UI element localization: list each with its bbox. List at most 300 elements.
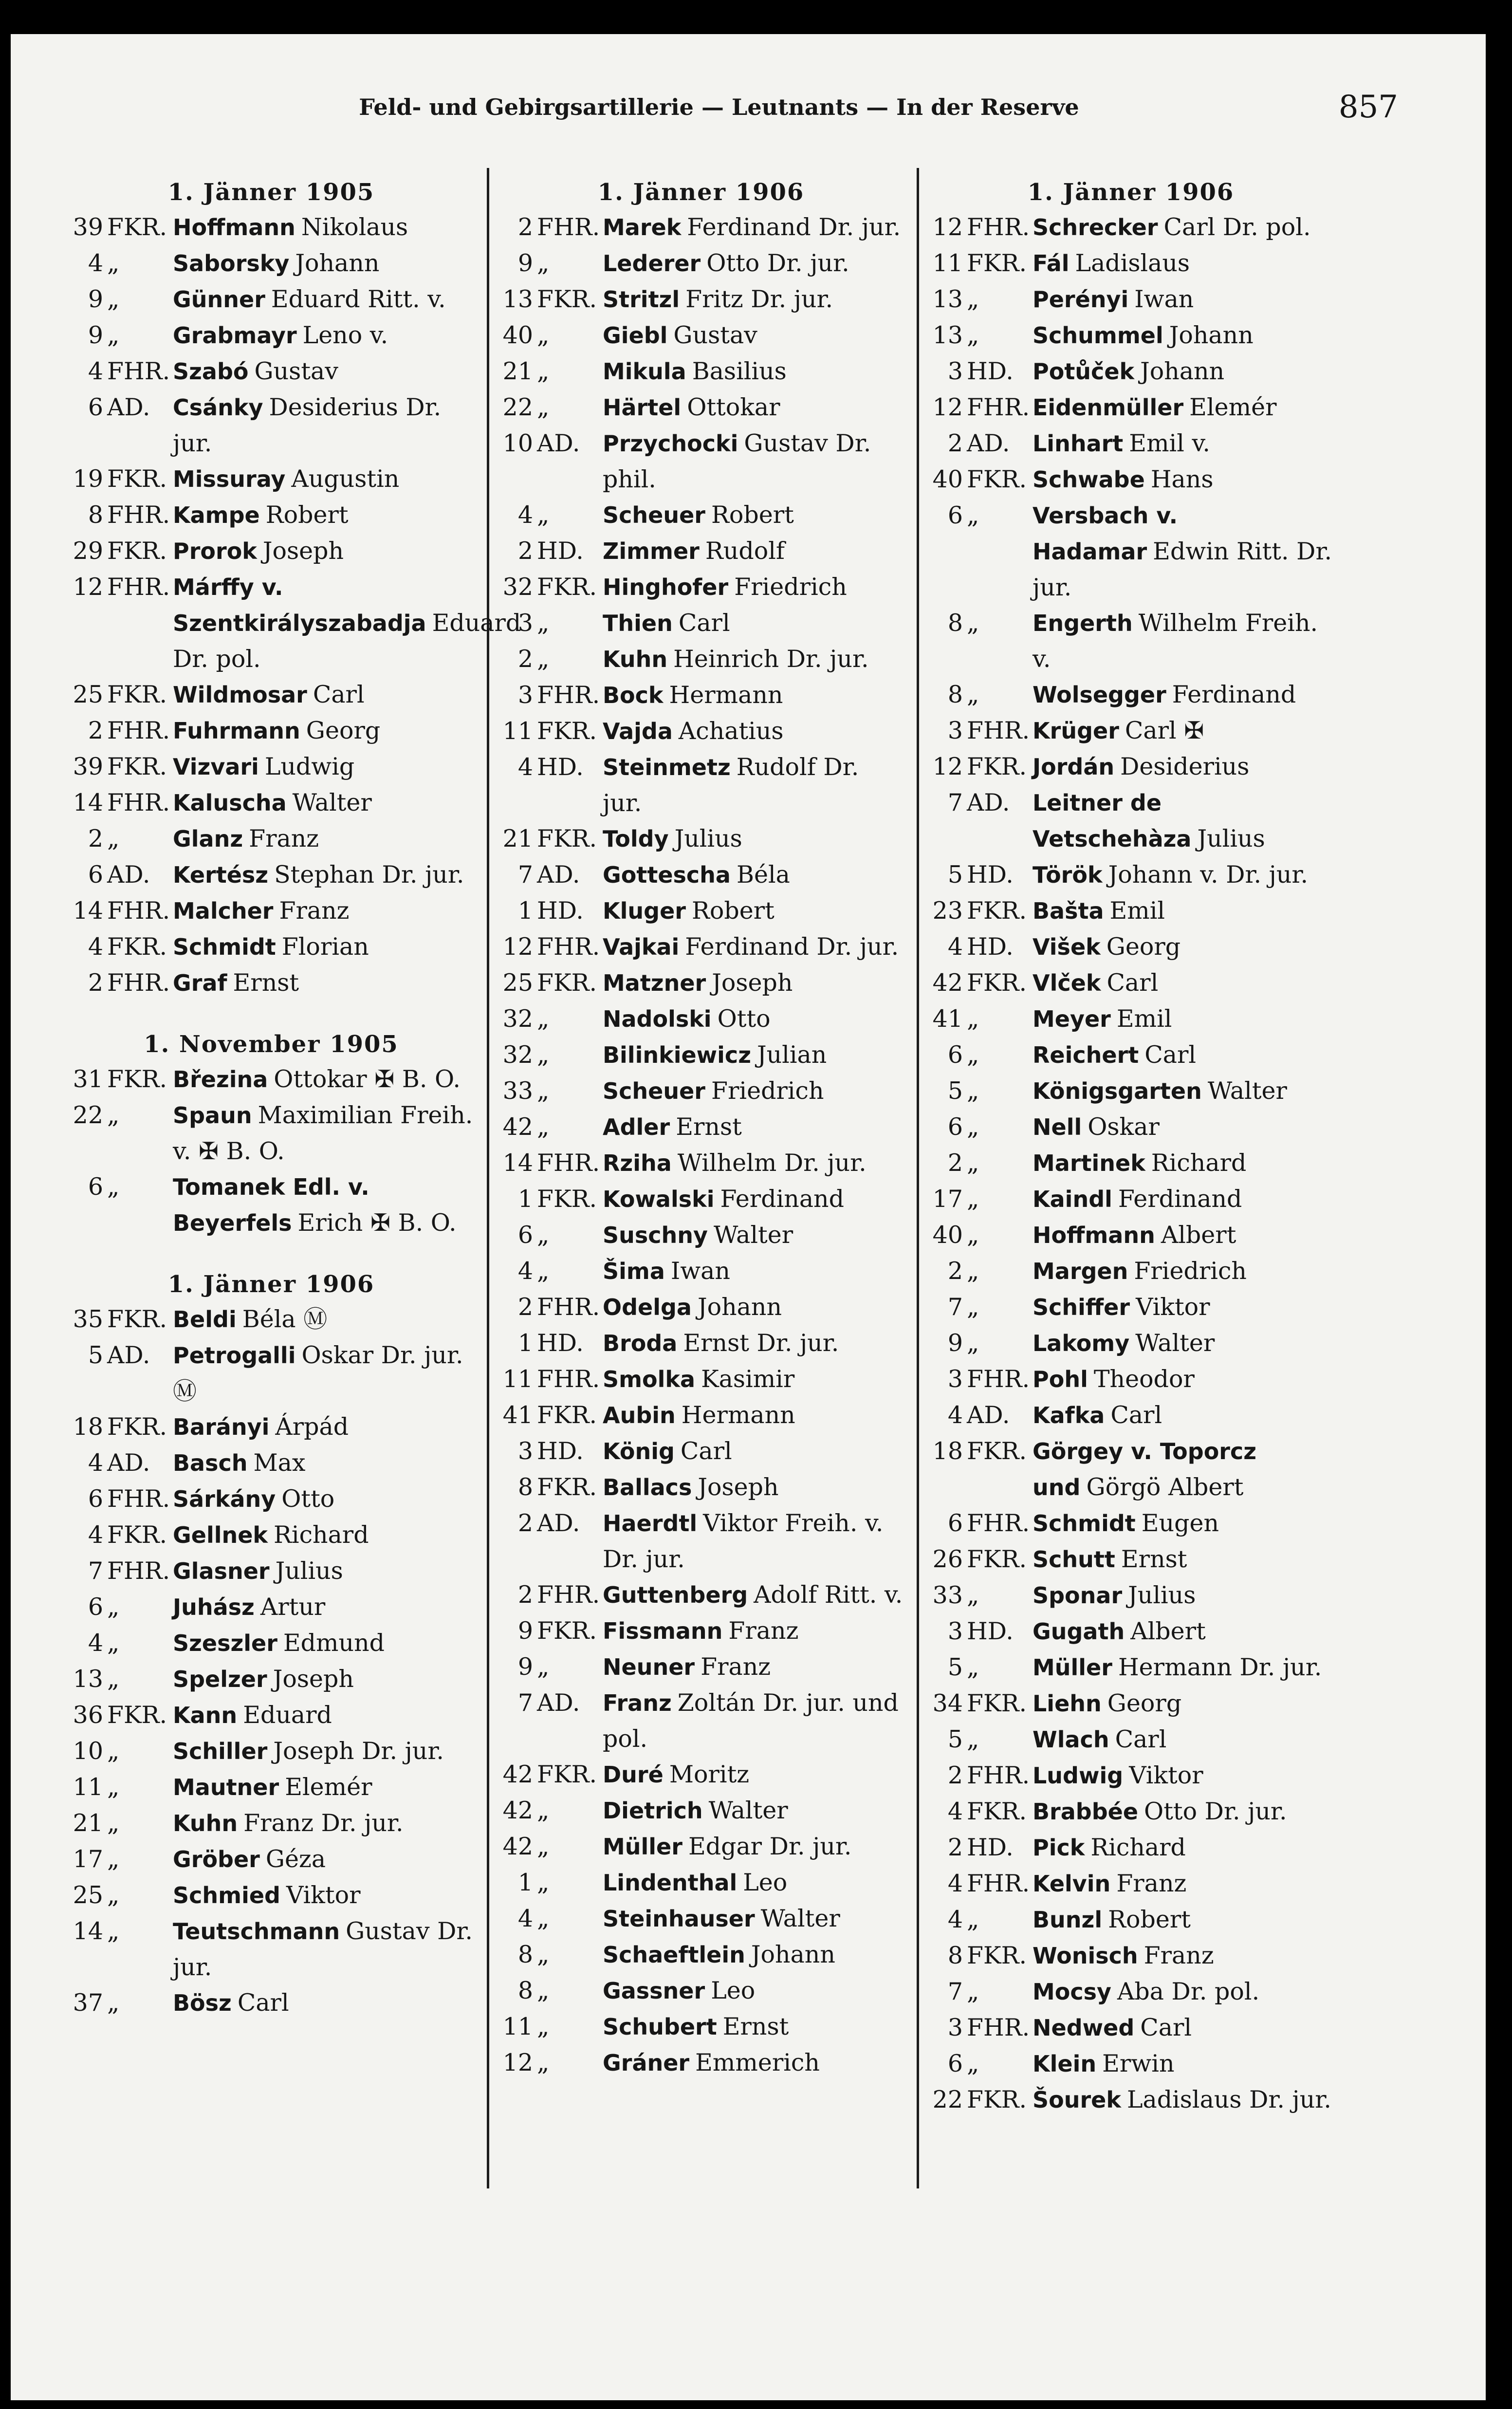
given-name: Achatius bbox=[678, 717, 784, 745]
given-name: Franz bbox=[701, 1653, 771, 1681]
officer-entry bbox=[497, 1037, 905, 1073]
surname: Bösz bbox=[173, 1990, 232, 2016]
surname: Klein bbox=[1033, 2051, 1097, 2077]
surname: Wlach bbox=[1033, 1726, 1109, 1753]
officer-name bbox=[598, 1001, 905, 1037]
unit-type: „ bbox=[537, 1833, 550, 1860]
given-name: Gustav bbox=[254, 357, 338, 385]
given-name: Ernst bbox=[722, 2013, 789, 2040]
unit-type: FKR. bbox=[537, 285, 597, 313]
running-title: Feld- und Gebirgsartillerie — Leutnants — In der Reserve bbox=[359, 94, 1079, 120]
officer-name bbox=[598, 1037, 905, 1073]
given-name: Walter bbox=[708, 1797, 788, 1824]
unit-type: FHR. bbox=[107, 501, 170, 529]
officer-name bbox=[1028, 929, 1335, 965]
regiment-number: 8 bbox=[947, 609, 963, 637]
officer-entry bbox=[497, 569, 905, 605]
surname: Missuray bbox=[173, 466, 286, 492]
regiment-number: 2 bbox=[517, 1581, 533, 1609]
officer-name bbox=[168, 1409, 476, 1445]
regiment-number: 9 bbox=[947, 1329, 963, 1357]
given-name: Viktor Freih. v. Dr. jur. bbox=[603, 1509, 884, 1573]
officer-entry bbox=[497, 1937, 905, 1973]
officer-name bbox=[598, 389, 905, 426]
officer-name bbox=[598, 1577, 905, 1613]
officer-entry bbox=[497, 965, 905, 1001]
given-name: Walter bbox=[714, 1221, 793, 1249]
unit-type: „ bbox=[107, 1881, 120, 1909]
regiment-number: 7 bbox=[947, 789, 963, 816]
surname: Marek bbox=[603, 214, 682, 241]
regiment-number: 42 bbox=[502, 1833, 533, 1860]
surname: Schrecker bbox=[1033, 214, 1158, 241]
officer-name bbox=[168, 245, 476, 281]
given-name: Robert bbox=[691, 897, 774, 925]
surname: Szabó bbox=[173, 358, 249, 385]
officer-entry bbox=[926, 1181, 1335, 1217]
regiment-number: 12 bbox=[502, 933, 533, 961]
regiment-number: 9 bbox=[88, 285, 103, 313]
regiment-number: 4 bbox=[88, 1629, 103, 1657]
regiment-number: 13 bbox=[932, 321, 963, 349]
surname: Duré bbox=[603, 1761, 664, 1788]
column-divider bbox=[917, 168, 919, 2188]
officer-name bbox=[598, 965, 905, 1001]
given-name: Desiderius Dr. jur. bbox=[173, 393, 442, 457]
officer-name bbox=[598, 209, 905, 245]
regiment-number: 34 bbox=[932, 1689, 963, 1717]
regiment-number: 2 bbox=[88, 825, 103, 852]
officer-name bbox=[1028, 1758, 1335, 1794]
surname: Brabbée bbox=[1033, 1798, 1139, 1825]
surname: Nedwed bbox=[1033, 2015, 1135, 2041]
unit-type: „ bbox=[967, 1293, 979, 1321]
regiment-number: 42 bbox=[502, 1113, 533, 1141]
surname: Kuhn bbox=[603, 646, 668, 672]
officer-entry bbox=[926, 1397, 1335, 1433]
given-name: Carl bbox=[680, 1437, 732, 1465]
officer-entry bbox=[497, 1181, 905, 1217]
officer-entry bbox=[497, 209, 905, 245]
unit-type: „ bbox=[967, 1978, 979, 2005]
unit-type: AD. bbox=[107, 1449, 150, 1477]
surname: Toldy bbox=[603, 826, 669, 852]
surname: Glanz bbox=[173, 826, 243, 852]
officer-entry bbox=[926, 713, 1335, 749]
regiment-number: 32 bbox=[502, 1005, 533, 1033]
officer-name bbox=[598, 1613, 905, 1649]
officer-entry bbox=[67, 461, 476, 497]
surname: Gellnek bbox=[173, 1522, 268, 1548]
given-name: Aba Dr. pol. bbox=[1117, 1978, 1260, 2005]
officer-entry bbox=[67, 497, 476, 533]
surname: Franz bbox=[603, 1690, 672, 1716]
surname: Sárkány bbox=[173, 1486, 276, 1512]
surname: Bock bbox=[603, 682, 664, 708]
unit-type: FKR. bbox=[107, 681, 167, 708]
officer-entry bbox=[497, 2009, 905, 2045]
given-name: Zoltán Dr. jur. und pol. bbox=[603, 1689, 899, 1753]
regiment-number: 11 bbox=[932, 249, 963, 277]
given-name: Johann v. Dr. jur. bbox=[1108, 861, 1309, 889]
given-name: Eduard bbox=[243, 1701, 332, 1729]
officer-name bbox=[168, 317, 476, 353]
surname: Dietrich bbox=[603, 1797, 703, 1824]
surname: Török bbox=[1033, 862, 1103, 888]
unit-type: FKR. bbox=[967, 969, 1027, 997]
given-name: Viktor bbox=[1129, 1761, 1203, 1789]
given-name: Richard bbox=[1090, 1834, 1186, 1861]
regiment-number: 25 bbox=[73, 1881, 103, 1909]
regiment-number: 6 bbox=[88, 1485, 103, 1513]
officer-entry bbox=[67, 1841, 476, 1877]
officer-name bbox=[598, 245, 905, 281]
regiment-number: 22 bbox=[932, 2086, 963, 2113]
officer-name bbox=[168, 1169, 476, 1241]
surname: Beldi bbox=[173, 1306, 237, 1333]
given-name: Leo bbox=[743, 1869, 788, 1896]
regiment-number: 1 bbox=[517, 1329, 533, 1357]
officer-name bbox=[1028, 245, 1335, 281]
given-name: Ottokar bbox=[687, 393, 780, 421]
regiment-number: 18 bbox=[932, 1437, 963, 1465]
given-name: Ernst bbox=[1121, 1545, 1187, 1573]
officer-name bbox=[168, 353, 476, 389]
given-name: Leo bbox=[711, 1977, 756, 2004]
unit-type: „ bbox=[107, 1989, 120, 2017]
regiment-number: 2 bbox=[517, 1509, 533, 1537]
unit-type: „ bbox=[967, 1149, 979, 1177]
given-name: Ladislaus Dr. jur. bbox=[1126, 2086, 1331, 2113]
surname: Kaindl bbox=[1033, 1186, 1112, 1212]
officer-entry bbox=[497, 1073, 905, 1109]
surname: Schiller bbox=[173, 1738, 268, 1764]
officer-entry bbox=[497, 1397, 905, 1433]
officer-name bbox=[168, 1625, 476, 1661]
surname: Vlček bbox=[1033, 970, 1101, 996]
unit-type: HD. bbox=[967, 861, 1014, 889]
officer-name bbox=[598, 677, 905, 713]
unit-type: FKR. bbox=[967, 1942, 1027, 1969]
surname: Kafka bbox=[1033, 1402, 1105, 1428]
unit-type: HD. bbox=[967, 357, 1014, 385]
surname: Nell bbox=[1033, 1114, 1082, 1140]
unit-type: FHR. bbox=[967, 393, 1030, 421]
officer-name bbox=[598, 1289, 905, 1325]
unit-type: HD. bbox=[537, 897, 584, 925]
officer-entry bbox=[67, 1625, 476, 1661]
officer-entry bbox=[497, 1829, 905, 1865]
regiment-number: 3 bbox=[947, 357, 963, 385]
surname: Leitner de Vetschehàza bbox=[1033, 790, 1192, 852]
regiment-number: 1 bbox=[517, 1185, 533, 1213]
officer-entry bbox=[497, 821, 905, 857]
officer-name bbox=[598, 821, 905, 857]
unit-type: FHR. bbox=[967, 2014, 1030, 2041]
officer-name bbox=[168, 893, 476, 929]
officer-name bbox=[168, 785, 476, 821]
officer-entry bbox=[926, 462, 1335, 498]
surname: Schaeftlein bbox=[603, 1942, 745, 1968]
surname: Wolsegger bbox=[1033, 682, 1166, 708]
surname: Gugath bbox=[1033, 1618, 1125, 1645]
officer-entry bbox=[497, 1469, 905, 1505]
regiment-number: 5 bbox=[947, 1077, 963, 1105]
given-name: Carl Dr. pol. bbox=[1163, 213, 1311, 241]
unit-type: „ bbox=[537, 501, 550, 529]
surname: Rziha bbox=[603, 1150, 672, 1176]
regiment-number: 14 bbox=[73, 789, 103, 816]
given-name: Johann bbox=[751, 1941, 835, 1968]
officer-name bbox=[168, 749, 476, 785]
surname: Schmied bbox=[173, 1882, 280, 1909]
officer-entry bbox=[497, 1901, 905, 1937]
regiment-number: 12 bbox=[932, 213, 963, 241]
officer-entry bbox=[67, 1061, 476, 1097]
officer-name bbox=[598, 1073, 905, 1109]
given-name: Ludwig bbox=[264, 753, 355, 780]
surname: Meyer bbox=[1033, 1006, 1111, 1032]
surname: Martinek bbox=[1033, 1150, 1145, 1176]
given-name: Rudolf Dr. jur. bbox=[603, 753, 859, 817]
regiment-number: 4 bbox=[947, 933, 963, 961]
officer-name bbox=[168, 1913, 476, 1985]
officer-name bbox=[1028, 1541, 1335, 1577]
surname: Mautner bbox=[173, 1774, 279, 1800]
unit-type: „ bbox=[537, 1041, 550, 1069]
regiment-number: 12 bbox=[932, 393, 963, 421]
surname: Eidenmüller bbox=[1033, 394, 1184, 421]
regiment-number: 2 bbox=[517, 645, 533, 673]
unit-type: FKR. bbox=[107, 465, 167, 493]
officer-name bbox=[598, 1973, 905, 2009]
officer-entry bbox=[67, 1445, 476, 1481]
officer-name bbox=[1028, 389, 1335, 426]
officer-entry bbox=[926, 1289, 1335, 1325]
surname: Schmidt bbox=[1033, 1510, 1136, 1537]
surname: Mocsy bbox=[1033, 1979, 1112, 2005]
unit-type: FHR. bbox=[107, 897, 170, 925]
regiment-number: 2 bbox=[517, 213, 533, 241]
given-name: Maximilian Freih. v. ✠ B. O. bbox=[173, 1101, 473, 1165]
surname: Steinhauser bbox=[603, 1906, 755, 1932]
surname: Glasner bbox=[173, 1558, 270, 1584]
officer-name bbox=[168, 281, 476, 317]
unit-type: „ bbox=[107, 1101, 120, 1129]
officer-entry bbox=[926, 2082, 1335, 2118]
officer-name bbox=[598, 893, 905, 929]
officer-entry bbox=[926, 965, 1335, 1001]
given-name: Árpád bbox=[275, 1413, 349, 1441]
surname: Königsgarten bbox=[1033, 1078, 1202, 1104]
officer-name bbox=[1028, 1794, 1335, 1830]
given-name: Walter bbox=[292, 789, 372, 816]
regiment-number: 7 bbox=[947, 1293, 963, 1321]
given-name: Nikolaus bbox=[301, 213, 408, 241]
unit-type: „ bbox=[107, 1173, 120, 1201]
officer-name bbox=[168, 1841, 476, 1877]
officer-entry bbox=[67, 245, 476, 281]
unit-type: AD. bbox=[107, 861, 150, 889]
given-name: Julius bbox=[1128, 1581, 1196, 1609]
officer-name bbox=[168, 1337, 476, 1409]
regiment-number: 11 bbox=[502, 2013, 533, 2040]
given-name: Franz bbox=[1143, 1942, 1214, 1969]
given-name: Béla bbox=[736, 861, 790, 889]
officer-entry bbox=[497, 533, 905, 569]
given-name: Albert bbox=[1161, 1221, 1236, 1249]
officer-name bbox=[1028, 209, 1335, 245]
regiment-number: 40 bbox=[932, 465, 963, 493]
given-name: Wilhelm Dr. jur. bbox=[677, 1149, 867, 1177]
officer-entry bbox=[926, 2046, 1335, 2082]
regiment-number: 8 bbox=[517, 1977, 533, 2004]
officer-name bbox=[1028, 1938, 1335, 1974]
officer-entry bbox=[67, 317, 476, 353]
officer-entry bbox=[67, 1985, 476, 2021]
officer-entry bbox=[497, 1649, 905, 1685]
officer-name bbox=[168, 497, 476, 533]
given-name: Otto bbox=[717, 1005, 771, 1033]
officer-name bbox=[168, 965, 476, 1001]
officer-name bbox=[168, 1589, 476, 1625]
regiment-number: 6 bbox=[947, 1113, 963, 1141]
surname: Wonisch bbox=[1033, 1943, 1138, 1969]
officer-entry bbox=[67, 353, 476, 389]
regiment-number: 23 bbox=[932, 897, 963, 925]
regiment-number: 7 bbox=[517, 1689, 533, 1717]
regiment-number: 4 bbox=[88, 357, 103, 385]
surname: Spaun bbox=[173, 1102, 252, 1129]
unit-type: HD. bbox=[537, 1329, 584, 1357]
given-name: Eduard Ritt. v. bbox=[271, 285, 446, 313]
unit-type: AD. bbox=[967, 789, 1010, 816]
surname: Giebl bbox=[603, 322, 668, 349]
surname: Lakomy bbox=[1033, 1330, 1130, 1356]
surname: Márffy v. Szentkirályszabadja bbox=[173, 574, 426, 636]
unit-type: „ bbox=[107, 285, 120, 313]
surname: Jordán bbox=[1033, 754, 1115, 780]
given-name: Gustav Dr. jur. bbox=[173, 1917, 473, 1981]
officer-entry bbox=[67, 1169, 476, 1241]
regiment-number: 22 bbox=[73, 1101, 103, 1129]
regiment-number: 32 bbox=[502, 573, 533, 601]
unit-type: HD. bbox=[537, 1437, 584, 1465]
regiment-number: 6 bbox=[947, 501, 963, 529]
unit-type: „ bbox=[967, 1725, 979, 1753]
unit-type: „ bbox=[537, 1797, 550, 1824]
surname: Wildmosar bbox=[173, 682, 307, 708]
regiment-number: 2 bbox=[947, 1149, 963, 1177]
unit-type: „ bbox=[537, 1941, 550, 1968]
given-name: Carl ✠ bbox=[1125, 717, 1204, 744]
given-name: Robert bbox=[265, 501, 349, 529]
given-name: Franz bbox=[728, 1617, 799, 1645]
regiment-number: 10 bbox=[502, 429, 533, 457]
officer-entry bbox=[497, 929, 905, 965]
officer-entry bbox=[926, 353, 1335, 389]
surname: Sponar bbox=[1033, 1582, 1123, 1609]
officer-name bbox=[1028, 2010, 1335, 2046]
given-name: Gustav Dr. phil. bbox=[603, 429, 871, 493]
unit-type: „ bbox=[967, 1257, 979, 1285]
given-name: Georg bbox=[1107, 1689, 1182, 1717]
surname: Schwabe bbox=[1033, 466, 1145, 493]
given-name: Iwan bbox=[670, 1257, 730, 1285]
regiment-number: 33 bbox=[502, 1077, 533, 1105]
officer-entry bbox=[497, 1577, 905, 1613]
given-name: Erich ✠ B. O. bbox=[297, 1209, 457, 1237]
regiment-number: 9 bbox=[88, 321, 103, 349]
regiment-number: 4 bbox=[88, 1449, 103, 1477]
surname: Teutschmann bbox=[173, 1918, 340, 1945]
officer-name bbox=[168, 1097, 476, 1169]
surname: Margen bbox=[1033, 1258, 1128, 1284]
officer-entry bbox=[926, 749, 1335, 785]
regiment-number: 41 bbox=[502, 1401, 533, 1429]
regiment-number: 11 bbox=[502, 717, 533, 745]
officer-name bbox=[1028, 2082, 1335, 2118]
regiment-number: 9 bbox=[517, 1653, 533, 1681]
given-name: Julius bbox=[275, 1557, 343, 1585]
given-name: Carl bbox=[1144, 1041, 1197, 1069]
officer-name bbox=[1028, 2046, 1335, 2082]
officer-entry bbox=[926, 1037, 1335, 1073]
unit-type: FKR. bbox=[107, 213, 167, 241]
unit-type: FKR. bbox=[537, 717, 597, 745]
officer-entry bbox=[926, 1073, 1335, 1109]
officer-entry bbox=[926, 605, 1335, 677]
officer-name bbox=[598, 1937, 905, 1973]
unit-type: „ bbox=[537, 609, 550, 637]
given-name: Franz Dr. jur. bbox=[243, 1809, 404, 1837]
regiment-number: 26 bbox=[932, 1545, 963, 1573]
section-heading: 1. Jänner 1906 bbox=[597, 179, 805, 206]
given-name: Franz bbox=[279, 897, 350, 925]
regiment-number: 9 bbox=[517, 1617, 533, 1645]
surname: Engerth bbox=[1033, 610, 1133, 636]
given-name: Basilius bbox=[692, 357, 787, 385]
officer-entry bbox=[67, 749, 476, 785]
unit-type: AD. bbox=[967, 1401, 1010, 1429]
unit-type: „ bbox=[537, 321, 550, 349]
officer-entry bbox=[926, 1974, 1335, 2010]
unit-type: FKR. bbox=[967, 249, 1027, 277]
unit-type: „ bbox=[537, 1221, 550, 1249]
regiment-number: 4 bbox=[517, 1257, 533, 1285]
regiment-number: 6 bbox=[88, 861, 103, 889]
officer-entry bbox=[497, 749, 905, 821]
officer-name bbox=[598, 1865, 905, 1901]
officer-entry bbox=[497, 713, 905, 749]
regiment-number: 6 bbox=[88, 1593, 103, 1621]
regiment-number: 11 bbox=[73, 1773, 103, 1801]
given-name: Eduard Dr. pol. bbox=[173, 609, 521, 673]
regiment-number: 14 bbox=[502, 1149, 533, 1177]
unit-type: FHR. bbox=[107, 969, 170, 997]
officer-name bbox=[168, 1697, 476, 1733]
regiment-number: 6 bbox=[947, 1041, 963, 1069]
surname: Schubert bbox=[603, 2014, 717, 2040]
given-name: Johann bbox=[295, 249, 380, 277]
unit-type: FHR. bbox=[967, 717, 1030, 744]
officer-entry bbox=[926, 245, 1335, 281]
officer-entry bbox=[497, 1613, 905, 1649]
regiment-number: 12 bbox=[502, 2049, 533, 2076]
regiment-number: 39 bbox=[73, 753, 103, 780]
officer-name bbox=[598, 426, 905, 497]
officer-name bbox=[1028, 1073, 1335, 1109]
